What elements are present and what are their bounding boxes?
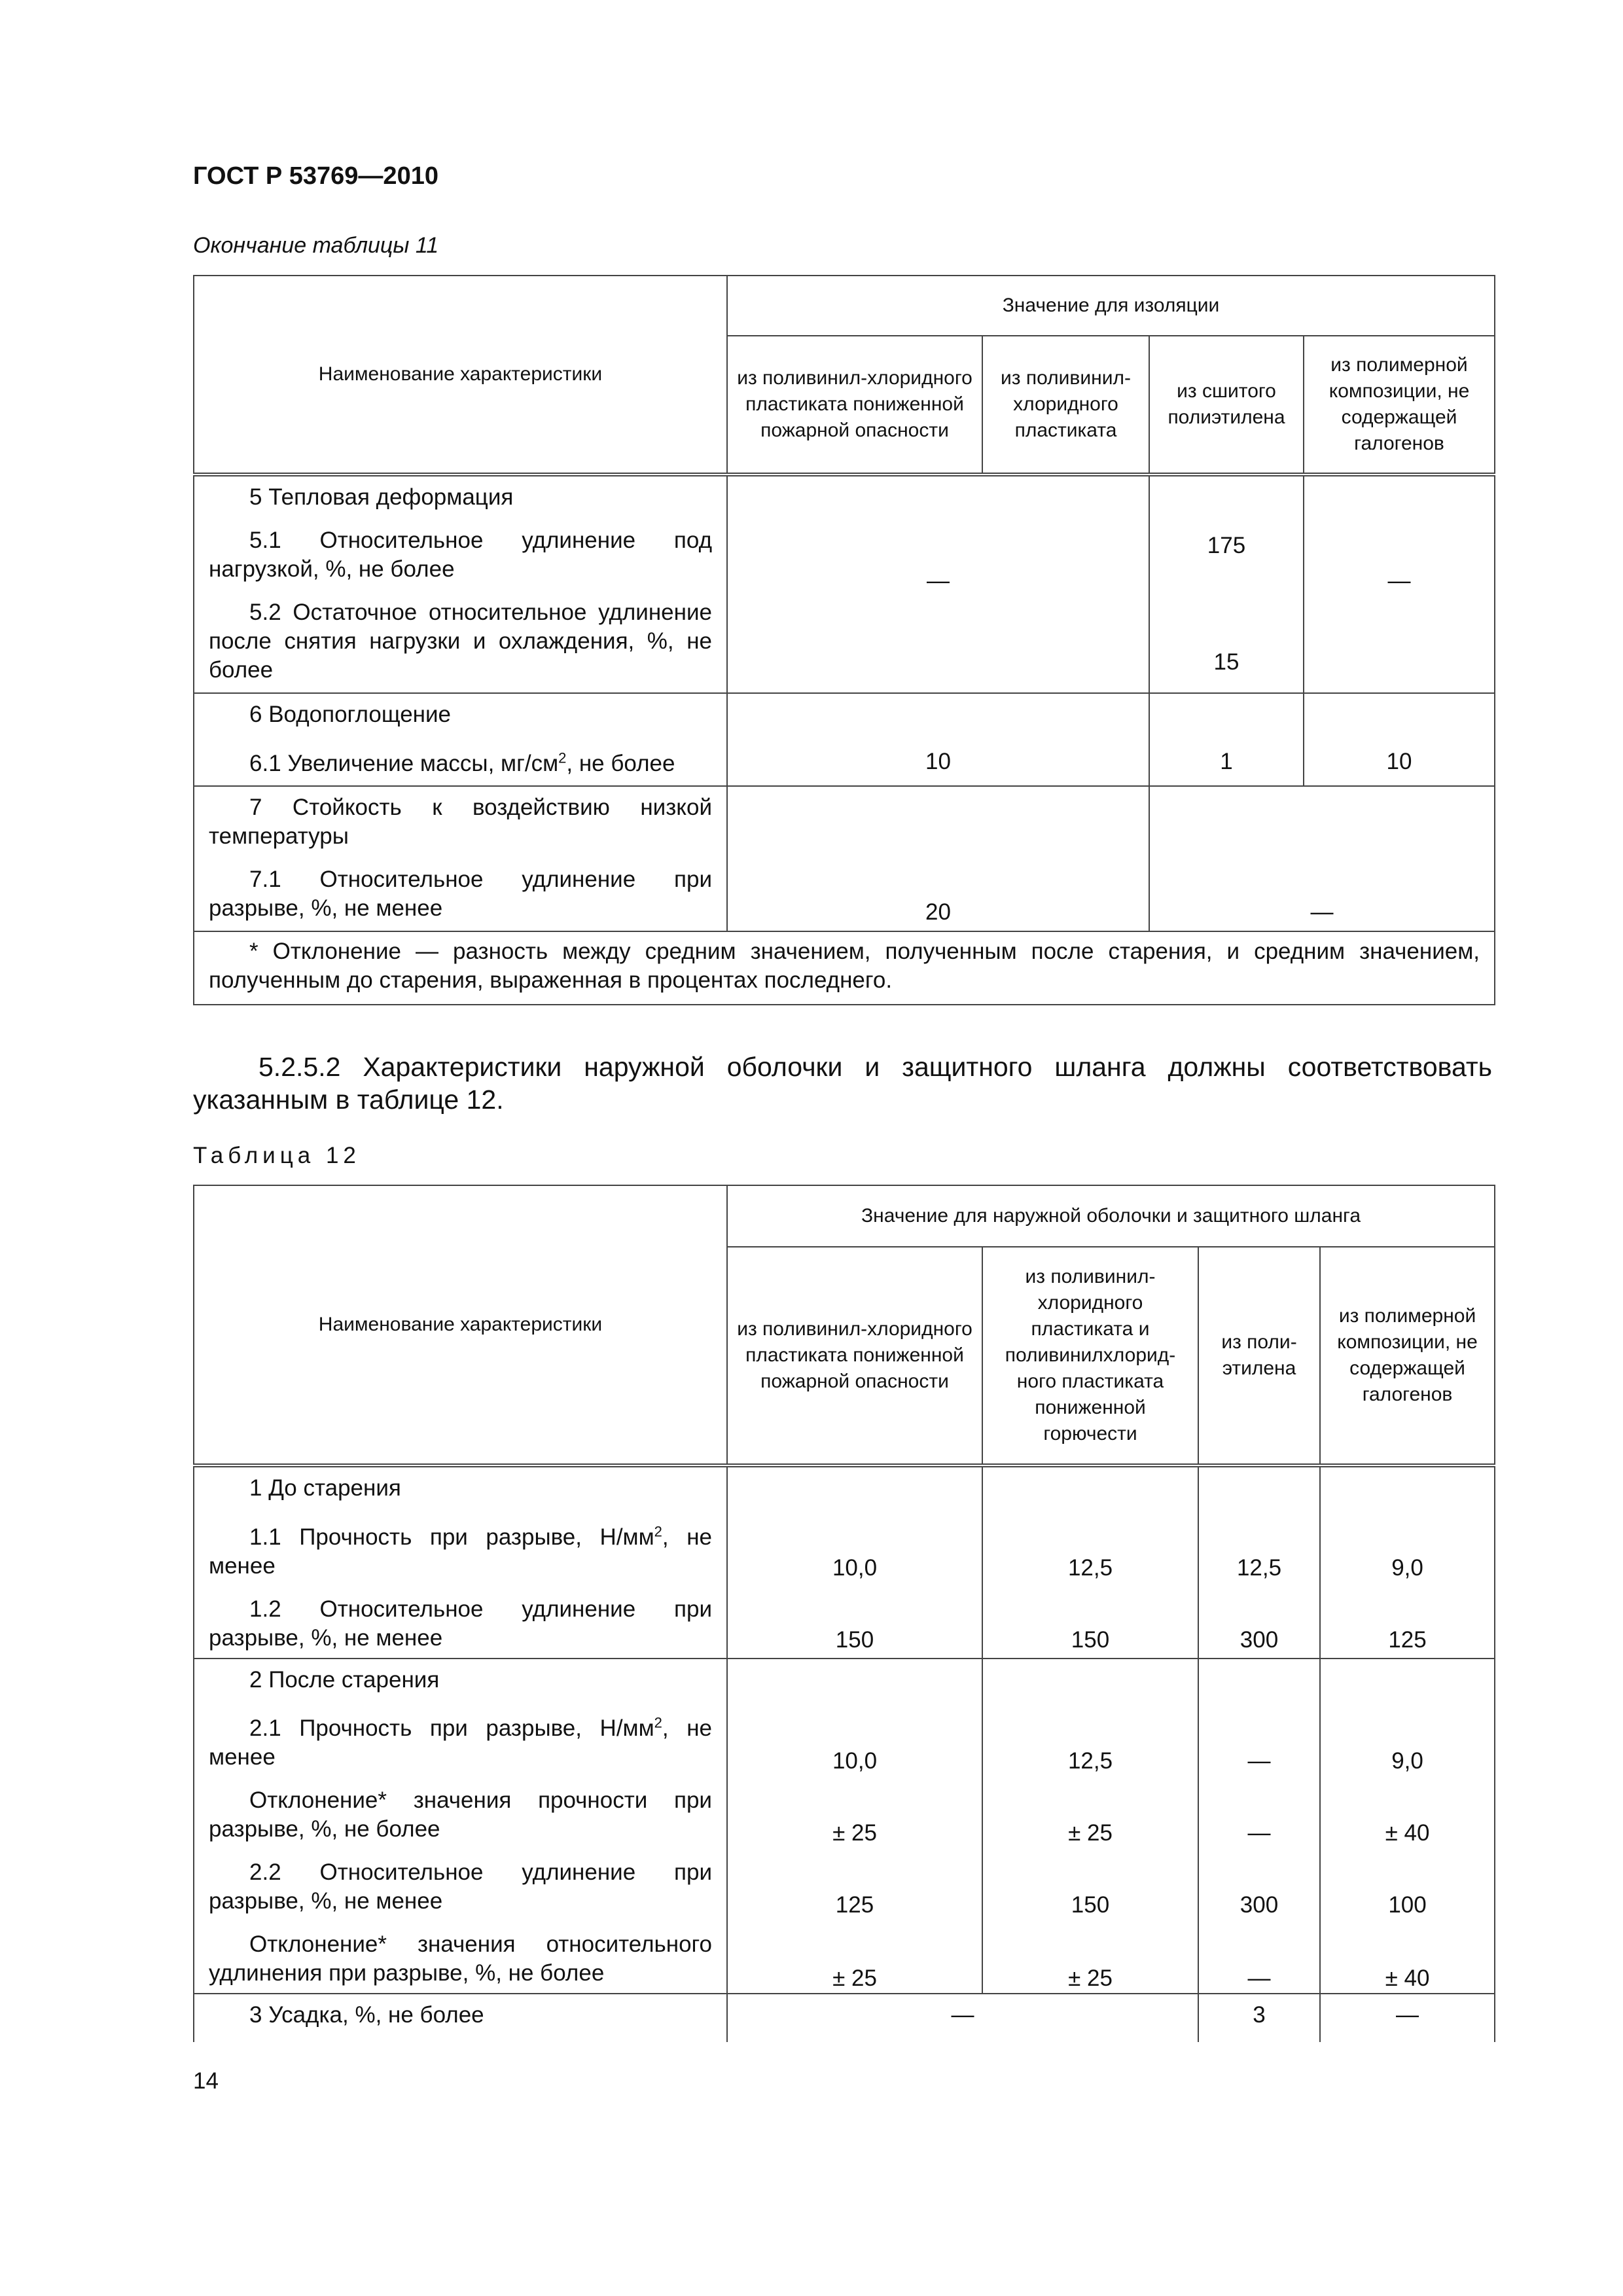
table11-col-1: из поливинил-хлоридного пластиката пониженной пожарной опасности bbox=[727, 336, 982, 475]
cell-value: 12,5 bbox=[1067, 1748, 1113, 1774]
cell-value: 10,0 bbox=[832, 1555, 878, 1581]
row-label: 3 Усадка, %, не более bbox=[249, 2002, 484, 2028]
table12-col-3: из поли-этилена bbox=[1198, 1247, 1320, 1465]
cell-value: ± 40 bbox=[1385, 1820, 1430, 1846]
cell-value: 12,5 bbox=[1236, 1555, 1282, 1581]
row-label: 6.1 Увеличение массы, $мг/см^2$, не более bbox=[249, 749, 675, 776]
cell-value: 175 bbox=[1207, 533, 1246, 558]
table-row bbox=[194, 786, 1495, 931]
row-label: 2.1 Прочность при разрыве, $Н/мм^2$, не менее bbox=[209, 1714, 712, 1770]
row-label: Отклонение* значения относительного удлинения при разрыве, %, не более bbox=[209, 1931, 712, 1986]
table11-footnote: * Отклонение — разность между средним значением, полученным после старения, и средним значением, полученным до старения, выраженная в процентах последнего. bbox=[209, 939, 1480, 993]
cell-value: 300 bbox=[1240, 1892, 1279, 1918]
cell-value: — bbox=[951, 2002, 974, 2028]
table11-name-header: Наименование характеристики bbox=[194, 276, 727, 475]
row-label: 1.2 Относительное удлинение при разрыве, %, не менее bbox=[209, 1596, 712, 1651]
row-label: Отклонение* значения прочности при разрыве, %, не более bbox=[209, 1787, 712, 1842]
cell-value: 10,0 bbox=[832, 1748, 878, 1774]
cell-value: — bbox=[927, 568, 950, 594]
table11-col-3: из сшитого полиэтилена bbox=[1149, 336, 1304, 475]
cell-value: — bbox=[1247, 1820, 1271, 1846]
table11-col-2: из поливинил-хлоридного пластиката bbox=[982, 336, 1149, 475]
cell-value: 15 bbox=[1213, 649, 1240, 675]
cell-value: 125 bbox=[1388, 1627, 1427, 1653]
row-label: 1 До старения bbox=[249, 1475, 401, 1501]
cell-value: 12,5 bbox=[1067, 1555, 1113, 1581]
row-label: 6 Водопоглощение bbox=[249, 702, 452, 727]
table11-group-header: Значение для изоляции bbox=[727, 276, 1495, 336]
cell-value: — bbox=[1396, 2002, 1419, 2028]
table-row bbox=[194, 1465, 1495, 1659]
table-12 bbox=[193, 1185, 1495, 2042]
table12-caption: Таблица 12 bbox=[193, 1143, 361, 1168]
table12-name-header: Наименование характеристики bbox=[194, 1185, 727, 1465]
cell-value: ± 25 bbox=[1068, 1965, 1113, 1991]
table12-col-2: из поливинил-хлоридного пластиката и поливинилхлорид-ного пластиката пониженной горючести bbox=[982, 1247, 1198, 1465]
cell-value: 3 bbox=[1253, 2002, 1266, 2028]
row-label: 2 После старения bbox=[249, 1666, 440, 1693]
cell-value: ± 25 bbox=[832, 1965, 877, 1991]
table-row bbox=[194, 1994, 1495, 2042]
table12-group-header: Значение для наружной оболочки и защитного шланга bbox=[727, 1185, 1495, 1247]
cell-value: 150 bbox=[1071, 1892, 1110, 1918]
cell-value: 150 bbox=[1071, 1627, 1110, 1653]
table-11 bbox=[193, 275, 1495, 1005]
table-row bbox=[194, 475, 1495, 693]
row-label: 7 Стойкость к воздействию низкой температуры bbox=[209, 795, 712, 849]
row-label: 1.1 Прочность при разрыве, $Н/мм^2$, не менее bbox=[209, 1523, 712, 1579]
cell-value: 300 bbox=[1240, 1627, 1279, 1653]
row-label: 7.1 Относительное удлинение при разрыве, %, не менее bbox=[209, 867, 712, 921]
cell-value: 125 bbox=[835, 1892, 874, 1918]
row-label: 5 Тепловая деформация bbox=[249, 484, 514, 510]
cell-value: 9,0 bbox=[1391, 1555, 1423, 1581]
cell-value: — bbox=[1247, 1965, 1271, 1991]
cell-value: 1 bbox=[1220, 749, 1233, 774]
cell-value: 10 bbox=[1386, 749, 1412, 774]
table12-col-1: из поливинил-хлоридного пластиката пониженной пожарной опасности bbox=[727, 1247, 982, 1465]
cell-value: — bbox=[1247, 1748, 1271, 1774]
row-label: 2.2 Относительное удлинение при разрыве, %, не менее bbox=[209, 1859, 712, 1914]
standard-id: ГОСТ Р 53769—2010 bbox=[193, 162, 438, 190]
cell-value: — bbox=[1387, 568, 1411, 594]
cell-value: — bbox=[1310, 899, 1334, 925]
cell-value: 100 bbox=[1388, 1892, 1427, 1918]
cell-value: 150 bbox=[835, 1627, 874, 1653]
cell-value: 9,0 bbox=[1391, 1748, 1423, 1774]
table-row bbox=[194, 693, 1495, 786]
table11-caption: Окончание таблицы 11 bbox=[193, 233, 439, 258]
cell-value: ± 40 bbox=[1385, 1965, 1430, 1991]
page-number: 14 bbox=[193, 2068, 219, 2094]
table11-col-4: из полимерной композиции, не содержащей галогенов bbox=[1304, 336, 1495, 475]
row-label: 5.2 Остаточное относительное удлинение после снятия нагрузки и охлаждения, %, не более bbox=[209, 600, 712, 683]
cell-value: 20 bbox=[925, 899, 951, 925]
table-row bbox=[194, 1659, 1495, 1994]
cell-value: 10 bbox=[925, 749, 951, 774]
cell-value: ± 25 bbox=[1068, 1820, 1113, 1846]
row-label: 5.1 Относительное удлинение под нагрузкой, %, не более bbox=[209, 528, 712, 582]
table12-col-4: из полимерной композиции, не содержащей галогенов bbox=[1320, 1247, 1495, 1465]
cell-value: ± 25 bbox=[832, 1820, 877, 1846]
paragraph: 5.2.5.2 Характеристики наружной оболочки и защитного шланга должны соответствовать указанным в таблице 12. bbox=[193, 1052, 1492, 1115]
